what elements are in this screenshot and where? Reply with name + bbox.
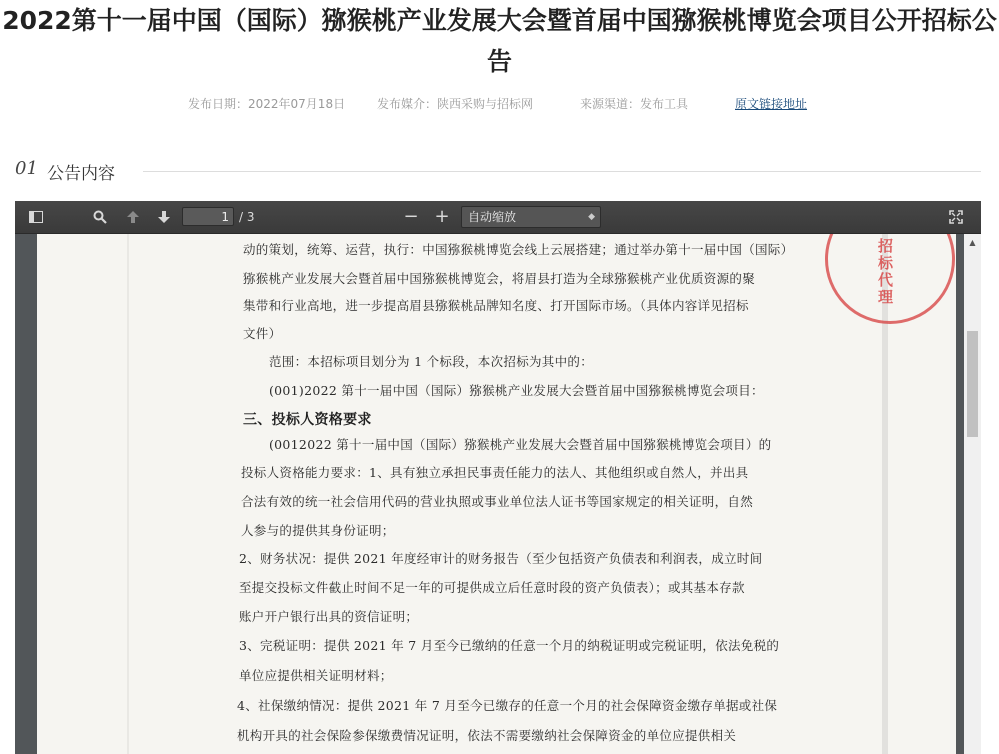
zoom-in-icon[interactable]: + bbox=[434, 206, 450, 227]
publish-media: 发布媒介：陕西采购与招标网 bbox=[377, 97, 534, 111]
doc-line: 账户开户银行出具的资信证明； bbox=[239, 609, 419, 624]
page-total: / 3 bbox=[239, 210, 255, 224]
section-divider bbox=[143, 171, 981, 172]
vertical-scrollbar[interactable] bbox=[964, 234, 981, 754]
doc-line: (0012022 第十一届中国（国际）猕猴桃产业发展大会暨首届中国猕猴桃博览会项目）的 bbox=[269, 437, 772, 452]
scrollbar-thumb[interactable] bbox=[967, 331, 978, 437]
zoom-select[interactable] bbox=[461, 206, 601, 228]
doc-line: 至提交投标文件截止时间不足一年的可提供成立后任意时段的资产负债表）；或其基本存款 bbox=[239, 580, 745, 595]
section-header bbox=[15, 156, 981, 184]
pdf-toolbar bbox=[15, 201, 981, 234]
search-icon[interactable] bbox=[89, 201, 111, 233]
chevron-updown-icon: ◆ bbox=[588, 212, 595, 222]
doc-line: 3、完税证明：提供 2021 年 7 月至今已缴纳的任意一个月的纳税证明或完税证明，依法免税的 bbox=[239, 638, 780, 653]
doc-line: 合法有效的统一社会信用代码的营业执照或事业单位法人证书等国家规定的相关证明，自然 bbox=[241, 494, 754, 509]
doc-heading: 三、投标人资格要求 bbox=[243, 412, 372, 428]
doc-line: 4、社保缴纳情况：提供 2021 年 7 月至今已缴存的任意一个月的社会保障资金缴存单据或社保 bbox=[237, 698, 778, 713]
scan-edge-left bbox=[127, 234, 129, 754]
scroll-up-icon[interactable]: ▲ bbox=[969, 238, 976, 247]
section-number: 01 bbox=[15, 158, 38, 179]
zoom-select-value: 自动缩放 bbox=[468, 210, 517, 224]
doc-line: 人参与的提供其身份证明； bbox=[241, 523, 395, 538]
prev-page-icon[interactable] bbox=[122, 201, 144, 233]
doc-line: (001)2022 第十一届中国（国际）猕猴桃产业发展大会暨首届中国猕猴桃博览会项目： bbox=[269, 383, 764, 398]
doc-line: 2、财务状况：提供 2021 年度经审计的财务报告（至少包括资产负债表和利润表，成立时间 bbox=[239, 551, 763, 566]
doc-line: 机构开具的社会保险参保缴费情况证明，依法不需要缴纳社会保障资金的单位应提供相关 bbox=[237, 728, 737, 743]
publish-date: 发布日期：2022年07月18日 bbox=[188, 97, 346, 111]
pdf-page bbox=[37, 234, 956, 754]
original-link[interactable]: 原文链接地址 bbox=[735, 97, 808, 111]
doc-line: 猕猴桃产业发展大会暨首届中国猕猴桃博览会，将眉县打造为全球猕猴桃产业优质资源的聚 bbox=[243, 271, 756, 286]
page-title bbox=[0, 0, 999, 82]
doc-line: 动的策划，统筹、运营，执行：中国猕猴桃博览会线上云展搭建；通过举办第十一届中国（国际） bbox=[243, 242, 794, 257]
doc-line: 范围：本招标项目划分为 1 个标段，本次招标为其中的： bbox=[269, 354, 594, 369]
meta-bar bbox=[0, 95, 999, 113]
pdf-viewer bbox=[15, 201, 981, 754]
sidebar-toggle-icon[interactable] bbox=[25, 201, 47, 233]
source-channel: 来源渠道：发布工具 bbox=[580, 97, 689, 111]
fullscreen-icon[interactable] bbox=[945, 201, 967, 233]
next-page-icon[interactable] bbox=[153, 201, 175, 233]
section-title: 公告内容 bbox=[47, 164, 115, 184]
zoom-out-icon[interactable]: − bbox=[403, 206, 419, 227]
page-number-input[interactable]: 1 bbox=[182, 207, 234, 226]
original-link-wrap bbox=[735, 95, 807, 112]
page-title-line-2: 告 bbox=[486, 47, 512, 76]
doc-line: 投标人资格能力要求：1、具有独立承担民事责任能力的法人、其他组织或自然人，并出具 bbox=[241, 465, 749, 480]
page-title-line-1: 2022第十一届中国（国际）猕猴桃产业发展大会暨首届中国猕猴桃博览会项目公开招标公 bbox=[2, 6, 997, 35]
doc-line: 单位应提供相关证明材料； bbox=[239, 668, 393, 683]
doc-line: 文件） bbox=[243, 326, 282, 341]
official-seal-text: 招标代理 bbox=[876, 238, 894, 306]
doc-line: 集带和行业高地，进一步提高眉县猕猴桃品牌知名度、打开国际市场。（具体内容详见招标 bbox=[243, 298, 749, 313]
